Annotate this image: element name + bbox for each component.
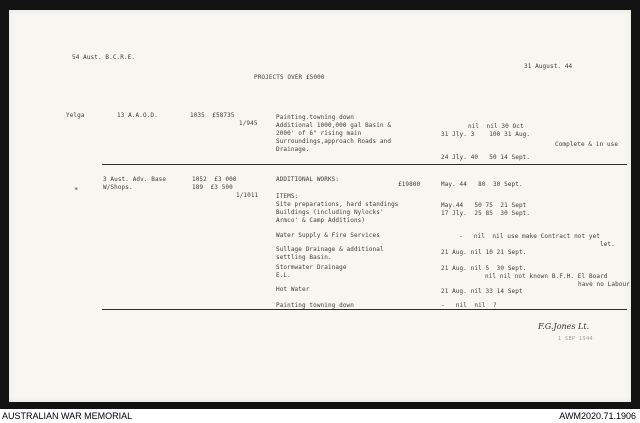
footer-accession: AWM2020.71.1906 bbox=[559, 411, 636, 421]
row2-place: W/Shops. bbox=[103, 184, 133, 191]
row2-ref: 189 £3 500 bbox=[192, 184, 233, 191]
signature: F.G.Jones Lt. bbox=[538, 322, 590, 331]
row-marker: * bbox=[74, 186, 79, 194]
row1-status: Complete & in use bbox=[555, 141, 619, 148]
item-status: have no Labour bbox=[578, 281, 630, 288]
item: Stormwater Drainage bbox=[276, 264, 347, 271]
item-status: - nil nil use make Contract not yet bbox=[459, 233, 601, 240]
item: settling Basin. bbox=[276, 254, 332, 261]
row2-header: ADDITIONAL WORKS: bbox=[276, 176, 340, 183]
item: Armco' & Camp Additions) bbox=[276, 217, 366, 224]
item: Painting towning down bbox=[276, 302, 354, 309]
item-status: 21 Aug. nil 5 30 Sept. bbox=[441, 265, 527, 272]
row1-place: Yelga bbox=[66, 112, 85, 119]
unit-header: 54 Aust. B.C.R.E. bbox=[72, 54, 136, 61]
row1-ref: 1035 £58735 bbox=[190, 112, 235, 119]
item-status: 17 Jly. 25 85 30 Sept. bbox=[441, 210, 531, 217]
row2-status: May. 44 80 30 Sept. bbox=[441, 181, 523, 188]
row2-ref: 1052 £3 000 bbox=[192, 176, 237, 183]
document-date: 31 August. 44 bbox=[524, 63, 573, 70]
row1-line: Drainage. bbox=[276, 146, 310, 153]
row1-line: Surroundings,approach Roads and bbox=[276, 138, 392, 145]
bottom-rule bbox=[102, 309, 627, 310]
item-status: May.44 50 75 21 Sept bbox=[441, 202, 527, 209]
item: E.L. bbox=[276, 272, 291, 279]
item-status: 21 Aug. nil 33 14 Sept bbox=[441, 288, 523, 295]
row1-status: 24 Jly. 40 50 14 Sept. bbox=[441, 154, 531, 161]
item: Sullage Drainage & additional bbox=[276, 246, 384, 253]
row1-ref-sub: 1/945 bbox=[239, 120, 258, 127]
row1-line: Additional 1000,000 gal Basin & bbox=[276, 122, 392, 129]
row1-unit: 13 A.A.O.D. bbox=[117, 112, 158, 119]
row1-line: Painting.towning down bbox=[276, 114, 354, 121]
item-status: let. bbox=[600, 241, 615, 248]
items-label: ITEMS: bbox=[276, 193, 299, 200]
received-stamp: 1 SEP 1944 bbox=[558, 336, 594, 342]
row1-status: 31 Jly. 3 100 31 Aug. bbox=[441, 131, 531, 138]
item-status: nil nil not known B.F.H. El Board bbox=[485, 273, 608, 280]
item: Water Supply & Fire Services bbox=[276, 232, 380, 239]
row1-status: nil nil 30 Oct bbox=[468, 123, 524, 130]
row2-ref: 1/1011 bbox=[236, 192, 259, 199]
item: Buildings (including Nylocks' bbox=[276, 209, 384, 216]
footer-archive: AUSTRALIAN WAR MEMORIAL bbox=[2, 411, 133, 421]
item: Site preparations, hard standings bbox=[276, 201, 399, 208]
item: Hot Water bbox=[276, 286, 310, 293]
row-divider bbox=[102, 164, 627, 165]
item-status: - nil nil ? bbox=[441, 302, 497, 309]
document-title: PROJECTS OVER £5000 bbox=[254, 74, 325, 81]
item-status: 21 Aug. nil 10 21 Sept. bbox=[441, 249, 527, 256]
row2-place: 3 Aust. Adv. Base bbox=[103, 176, 167, 183]
row2-amount: £19800 bbox=[398, 181, 421, 188]
row1-line: 2000' of 6" rising main bbox=[276, 130, 362, 137]
